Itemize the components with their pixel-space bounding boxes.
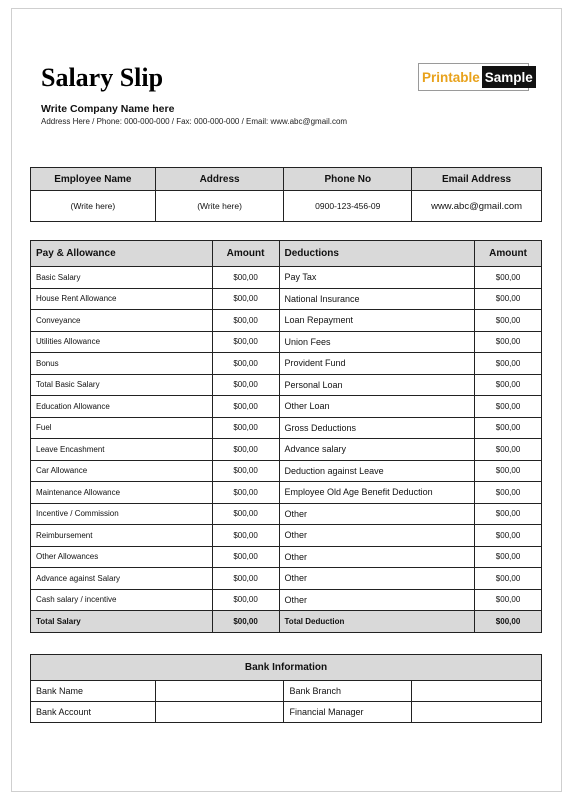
deduction-item-amount[interactable]: $00,00 <box>475 267 542 289</box>
pay-item-amount[interactable]: $00,00 <box>212 439 279 461</box>
deduction-item-label: Deduction against Leave <box>279 460 475 482</box>
employee-name-header: Employee Name <box>31 168 156 191</box>
deduction-item-amount[interactable]: $00,00 <box>475 482 542 504</box>
logo-text-printable: Printable <box>422 69 480 85</box>
bank-field-value[interactable] <box>155 681 284 702</box>
pay-amount-header: Amount <box>212 241 279 267</box>
deduction-item-amount[interactable]: $00,00 <box>475 525 542 547</box>
bank-field-value[interactable] <box>412 681 542 702</box>
salary-row <box>31 331 542 353</box>
salary-row <box>31 589 542 611</box>
deduction-item-label: Gross Deductions <box>279 417 475 439</box>
bank-field-value[interactable] <box>155 702 284 723</box>
deduction-amount-header: Amount <box>475 241 542 267</box>
pay-item-amount[interactable]: $00,00 <box>212 310 279 332</box>
pay-item-label: House Rent Allowance <box>31 288 213 310</box>
salary-total-row <box>31 611 542 633</box>
deduction-item-label: Provident Fund <box>279 353 475 375</box>
deductions-header: Deductions <box>279 241 475 267</box>
bank-field-label: Financial Manager <box>284 702 412 723</box>
salary-row <box>31 439 542 461</box>
pay-item-amount[interactable]: $00,00 <box>212 331 279 353</box>
bank-row <box>31 681 542 702</box>
address-value[interactable]: (Write here) <box>155 191 284 222</box>
pay-item-amount[interactable]: $00,00 <box>212 353 279 375</box>
salary-row <box>31 288 542 310</box>
deduction-item-label: Other <box>279 568 475 590</box>
deduction-item-amount[interactable]: $00,00 <box>475 310 542 332</box>
email-value[interactable]: www.abc@gmail.com <box>412 191 542 222</box>
salary-row <box>31 546 542 568</box>
deduction-item-amount[interactable]: $00,00 <box>475 589 542 611</box>
pay-item-amount[interactable]: $00,00 <box>212 374 279 396</box>
salary-row <box>31 417 542 439</box>
pay-item-label: Leave Encashment <box>31 439 213 461</box>
deduction-item-amount[interactable]: $00,00 <box>475 439 542 461</box>
pay-item-amount[interactable]: $00,00 <box>212 589 279 611</box>
deduction-item-label: Personal Loan <box>279 374 475 396</box>
email-header: Email Address <box>412 168 542 191</box>
total-deduction-label: Total Deduction <box>279 611 475 633</box>
pay-item-label: Utilities Allowance <box>31 331 213 353</box>
deduction-item-label: National Insurance <box>279 288 475 310</box>
bank-field-label: Bank Branch <box>284 681 412 702</box>
deduction-item-label: Advance salary <box>279 439 475 461</box>
salary-row <box>31 460 542 482</box>
pay-allowance-header: Pay & Allowance <box>31 241 213 267</box>
bank-field-label: Bank Name <box>31 681 156 702</box>
pay-item-amount[interactable]: $00,00 <box>212 546 279 568</box>
salary-row <box>31 482 542 504</box>
pay-item-amount[interactable]: $00,00 <box>212 568 279 590</box>
deduction-item-amount[interactable]: $00,00 <box>475 353 542 375</box>
deduction-item-label: Other <box>279 525 475 547</box>
salary-row <box>31 353 542 375</box>
pay-item-label: Bonus <box>31 353 213 375</box>
pay-item-label: Cash salary / incentive <box>31 589 213 611</box>
salary-row <box>31 503 542 525</box>
phone-header: Phone No <box>284 168 412 191</box>
salary-row <box>31 396 542 418</box>
employee-header-row <box>31 168 542 191</box>
deduction-item-label: Other Loan <box>279 396 475 418</box>
bank-field-label: Bank Account <box>31 702 156 723</box>
bank-field-value[interactable] <box>412 702 542 723</box>
pay-item-label: Basic Salary <box>31 267 213 289</box>
bank-info-title: Bank Information <box>31 655 542 681</box>
pay-item-amount[interactable]: $00,00 <box>212 288 279 310</box>
pay-item-label: Advance against Salary <box>31 568 213 590</box>
pay-item-label: Total Basic Salary <box>31 374 213 396</box>
deduction-item-label: Employee Old Age Benefit Deduction <box>279 482 475 504</box>
pay-item-amount[interactable]: $00,00 <box>212 525 279 547</box>
pay-item-label: Conveyance <box>31 310 213 332</box>
pay-item-label: Other Allowances <box>31 546 213 568</box>
deduction-item-label: Loan Repayment <box>279 310 475 332</box>
bank-header-row <box>31 655 542 681</box>
pay-item-label: Maintenance Allowance <box>31 482 213 504</box>
employee-value-row <box>31 191 542 222</box>
deduction-item-amount[interactable]: $00,00 <box>475 546 542 568</box>
page-title: Salary Slip <box>41 63 164 92</box>
salary-table <box>30 240 542 633</box>
total-salary-amount: $00,00 <box>212 611 279 633</box>
pay-item-label: Incentive / Commission <box>31 503 213 525</box>
brand-logo <box>418 63 533 91</box>
bank-row <box>31 702 542 723</box>
bank-info-table <box>30 654 542 723</box>
pay-item-label: Car Allowance <box>31 460 213 482</box>
employee-info-table <box>30 167 542 222</box>
salary-header-row <box>31 241 542 267</box>
pay-item-amount[interactable]: $00,00 <box>212 417 279 439</box>
deduction-item-amount[interactable]: $00,00 <box>475 460 542 482</box>
salary-row <box>31 525 542 547</box>
salary-row <box>31 310 542 332</box>
employee-name-value[interactable]: (Write here) <box>31 191 156 222</box>
deduction-item-amount[interactable]: $00,00 <box>475 568 542 590</box>
company-name: Write Company Name here <box>41 103 175 115</box>
pay-item-amount[interactable]: $00,00 <box>212 396 279 418</box>
company-address-line: Address Here / Phone: 000-000-000 / Fax: 000-000-000 / Email: www.abc@gmail.com <box>41 117 348 126</box>
deduction-item-amount[interactable]: $00,00 <box>475 503 542 525</box>
pay-item-amount[interactable]: $00,00 <box>212 503 279 525</box>
pay-item-label: Fuel <box>31 417 213 439</box>
deduction-item-label: Other <box>279 503 475 525</box>
pay-item-amount[interactable]: $00,00 <box>212 482 279 504</box>
deduction-item-label: Other <box>279 589 475 611</box>
salary-row <box>31 267 542 289</box>
phone-value[interactable]: 0900-123-456-09 <box>284 191 412 222</box>
pay-item-label: Reimbursement <box>31 525 213 547</box>
total-deduction-amount: $00,00 <box>475 611 542 633</box>
deduction-item-label: Pay Tax <box>279 267 475 289</box>
total-salary-label: Total Salary <box>31 611 213 633</box>
deduction-item-amount[interactable]: $00,00 <box>475 288 542 310</box>
deduction-item-label: Union Fees <box>279 331 475 353</box>
address-header: Address <box>155 168 284 191</box>
deduction-item-amount[interactable]: $00,00 <box>475 374 542 396</box>
logo-text-sample: Sample <box>482 66 536 88</box>
salary-row <box>31 568 542 590</box>
deduction-item-label: Other <box>279 546 475 568</box>
pay-item-label: Education Allowance <box>31 396 213 418</box>
salary-row <box>31 374 542 396</box>
pay-item-amount[interactable]: $00,00 <box>212 460 279 482</box>
deduction-item-amount[interactable]: $00,00 <box>475 396 542 418</box>
deduction-item-amount[interactable]: $00,00 <box>475 417 542 439</box>
pay-item-amount[interactable]: $00,00 <box>212 267 279 289</box>
deduction-item-amount[interactable]: $00,00 <box>475 331 542 353</box>
